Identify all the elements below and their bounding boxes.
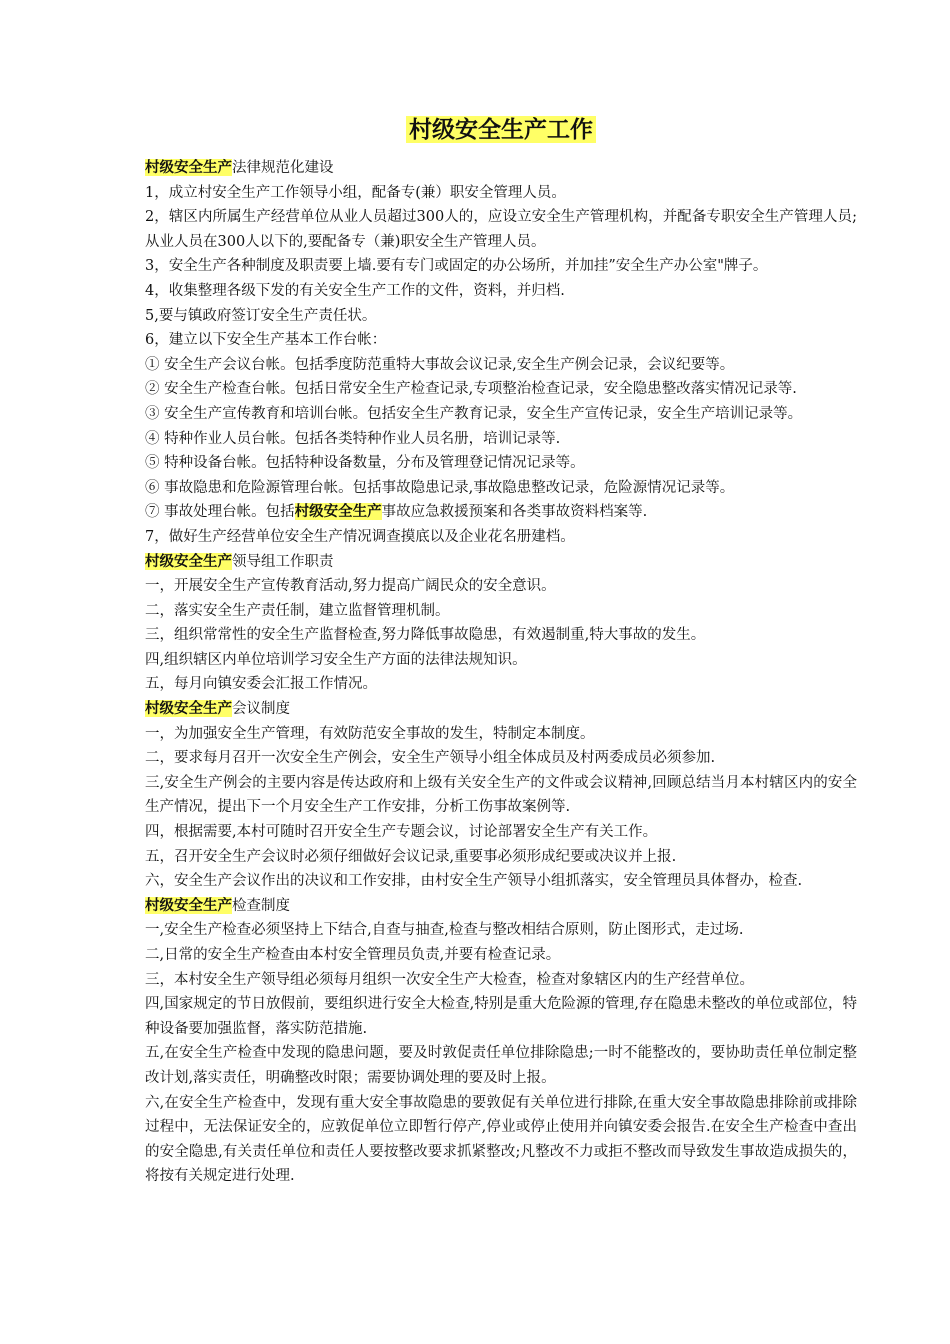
highlighted-term: 村级安全生产 bbox=[294, 503, 382, 521]
paragraph bbox=[145, 1091, 857, 1189]
paragraph bbox=[145, 1041, 857, 1090]
paragraph bbox=[145, 427, 857, 452]
paragraph bbox=[145, 574, 857, 599]
paragraph bbox=[145, 968, 857, 993]
document-page bbox=[145, 114, 857, 1189]
paragraph bbox=[145, 869, 857, 894]
paragraph-text: 2，辖区内所属生产经营单位从业人员超过300人的，应设立安全生产管理机构，并配备专职安全生产管理人员;从业人员在300人以下的,要配备专（兼)职安全生产管理人员。 bbox=[145, 209, 857, 250]
paragraph bbox=[145, 648, 857, 673]
paragraph-text: 法律规范化建设 bbox=[232, 160, 334, 176]
section-heading bbox=[145, 550, 857, 575]
paragraph-text: 三,安全生产例会的主要内容是传达政府和上级有关安全生产的文件或会议精神,回顾总结当月本村辖区内的安全生产情况，提出下一个月安全生产工作安排，分析工伤事故案例等. bbox=[145, 774, 857, 816]
paragraph-text: 五,在安全生产检查中发现的隐患问题，要及时敦促责任单位排除隐患;一时不能整改的，要协助责任单位制定整改计划,落实责任，明确整改时限；需要协调处理的要及时上报。 bbox=[145, 1045, 857, 1086]
paragraph bbox=[145, 943, 857, 968]
document-title bbox=[145, 114, 857, 146]
paragraph bbox=[145, 992, 857, 1041]
paragraph bbox=[145, 254, 857, 279]
paragraph-text: 五，召开安全生产会议时必须仔细做好会议记录,重要事必须形成纪要或决议并上报. bbox=[145, 848, 677, 865]
highlighted-term: 村级安全生产 bbox=[145, 896, 232, 914]
paragraph bbox=[145, 476, 857, 501]
paragraph-text: 1，成立村安全生产工作领导小组，配备专(兼）职安全管理人员。 bbox=[145, 184, 566, 201]
paragraph bbox=[145, 377, 857, 402]
paragraph-text: 4，收集整理各级下发的有关安全生产工作的文件，资料，并归档. bbox=[145, 282, 565, 299]
document-title-text: 村级安全生产工作 bbox=[406, 116, 596, 143]
paragraph-text: ④ 特种作业人员台帐。包括各类特种作业人员名册，培训记录等. bbox=[145, 430, 561, 447]
paragraph bbox=[145, 328, 857, 353]
paragraph-text: 领导组工作职责 bbox=[232, 553, 334, 570]
paragraph bbox=[145, 599, 857, 624]
paragraph bbox=[145, 525, 857, 550]
paragraph-text: 检查制度 bbox=[232, 897, 290, 914]
paragraph-text: 六，安全生产会议作出的决议和工作安排，由村安全生产领导小组抓落实，安全管理员具体督办，检查. bbox=[145, 873, 803, 890]
paragraph-text: 二,日常的安全生产检查由本村安全管理员负责,并要有检查记录。 bbox=[145, 947, 561, 963]
paragraph-text: 一,安全生产检查必须坚持上下结合,自查与抽查,检查与整改相结合原则，防止图形式，走过场. bbox=[145, 922, 744, 939]
paragraph bbox=[145, 623, 857, 648]
section-heading bbox=[145, 894, 857, 919]
paragraph-text: 三，本村安全生产领导组必须每月组织一次安全生产大检查，检查对象辖区内的生产经营单位。 bbox=[145, 971, 754, 988]
paragraph bbox=[145, 451, 857, 476]
paragraph-text: 四,组织辖区内单位培训学习安全生产方面的法律法规知识。 bbox=[145, 651, 527, 668]
section-heading bbox=[145, 697, 857, 722]
paragraph-text: ⑤ 特种设备台帐。包括特种设备数量，分布及管理登记情况记录等。 bbox=[145, 455, 585, 472]
paragraph bbox=[145, 279, 857, 304]
paragraph-text: 四，根据需要,本村可随时召开安全生产专题会议，讨论部署安全生产有关工作。 bbox=[145, 824, 658, 841]
highlighted-term: 村级安全生产 bbox=[145, 552, 232, 570]
paragraph-text: ⑦ 事故处理台帐。包括 bbox=[145, 504, 295, 521]
paragraph-text: 四,国家规定的节日放假前，要组织进行安全大检查,特别是重大危险源的管理,存在隐患未整改的单位或部位，特种设备要加强监督，落实防范措施. bbox=[145, 996, 857, 1037]
paragraph bbox=[145, 722, 857, 747]
paragraph-text: 六,在安全生产检查中，发现有重大安全事故隐患的要敦促有关单位进行排除,在重大安全事故隐患排除前或排除过程中，无法保证安全的，应敦促单位立即暂行停产,停业或停止使用并向镇安委会报告.在安全生产检查中查出的安全隐患,有关责任单位和责任人要按整改要求抓紧整改;凡整改不力或拒不整改而导致发生事故造成损失的，将按有关规定进行处理. bbox=[145, 1094, 857, 1185]
paragraph bbox=[145, 918, 857, 943]
paragraph-text: 二，落实安全生产责任制，建立监督管理机制。 bbox=[145, 602, 450, 619]
paragraph-text: 事故应急救援预案和各类事故资料档案等. bbox=[381, 504, 648, 521]
paragraph bbox=[145, 181, 857, 206]
section-heading bbox=[145, 156, 857, 181]
paragraph-text: 会议制度 bbox=[232, 701, 290, 718]
highlighted-term: 村级安全生产 bbox=[145, 700, 232, 718]
highlighted-term: 村级安全生产 bbox=[145, 159, 232, 176]
paragraph-text: 3，安全生产各种制度及职责要上墙.要有专门或固定的办公场所，并加挂”安全生产办公室"牌子。 bbox=[145, 258, 768, 275]
paragraph-text: 三，组织常常性的安全生产监督检查,努力降低事故隐患，有效遏制重,特大事故的发生。 bbox=[145, 627, 706, 644]
paragraph-text: 一，开展安全生产宣传教育活动,努力提高广阔民众的安全意识。 bbox=[145, 578, 556, 595]
paragraph-text: 一，为加强安全生产管理，有效防范安全事故的发生，特制定本制度。 bbox=[145, 725, 595, 742]
paragraph bbox=[145, 672, 857, 697]
paragraph-text: 二，要求每月召开一次安全生产例会，安全生产领导小组全体成员及村两委成员必须参加. bbox=[145, 750, 716, 767]
paragraph bbox=[145, 353, 857, 378]
paragraph bbox=[145, 746, 857, 771]
paragraph bbox=[145, 205, 857, 254]
paragraph-text: 五，每月向镇安委会汇报工作情况。 bbox=[145, 676, 377, 693]
paragraph bbox=[145, 820, 857, 845]
paragraph-text: 5,要与镇政府签订安全生产责任状。 bbox=[145, 307, 377, 324]
paragraph bbox=[145, 500, 857, 525]
paragraph bbox=[145, 845, 857, 870]
paragraph-text: 7，做好生产经营单位安全生产情况调查摸底以及企业花名册建档。 bbox=[145, 528, 575, 545]
paragraph-text: 6，建立以下安全生产基本工作台帐： bbox=[145, 332, 387, 349]
paragraph-text: ⑥ 事故隐患和危险源管理台帐。包括事故隐患记录,事故隐患整改记录，危险源情况记录等。 bbox=[145, 479, 735, 496]
paragraph bbox=[145, 304, 857, 329]
paragraph-text: ③ 安全生产宣传教育和培训台帐。包括安全生产教育记录，安全生产宣传记录，安全生产培训记录等。 bbox=[145, 405, 803, 422]
paragraph bbox=[145, 771, 857, 820]
paragraph bbox=[145, 402, 857, 427]
document-body bbox=[145, 156, 857, 1189]
paragraph-text: ① 安全生产会议台帐。包括季度防范重特大事故会议记录,安全生产例会记录，会议纪要等。 bbox=[145, 356, 735, 373]
paragraph-text: ② 安全生产检查台帐。包括日常安全生产检查记录,专项整治检查记录，安全隐患整改落实情况记录等. bbox=[145, 381, 797, 398]
